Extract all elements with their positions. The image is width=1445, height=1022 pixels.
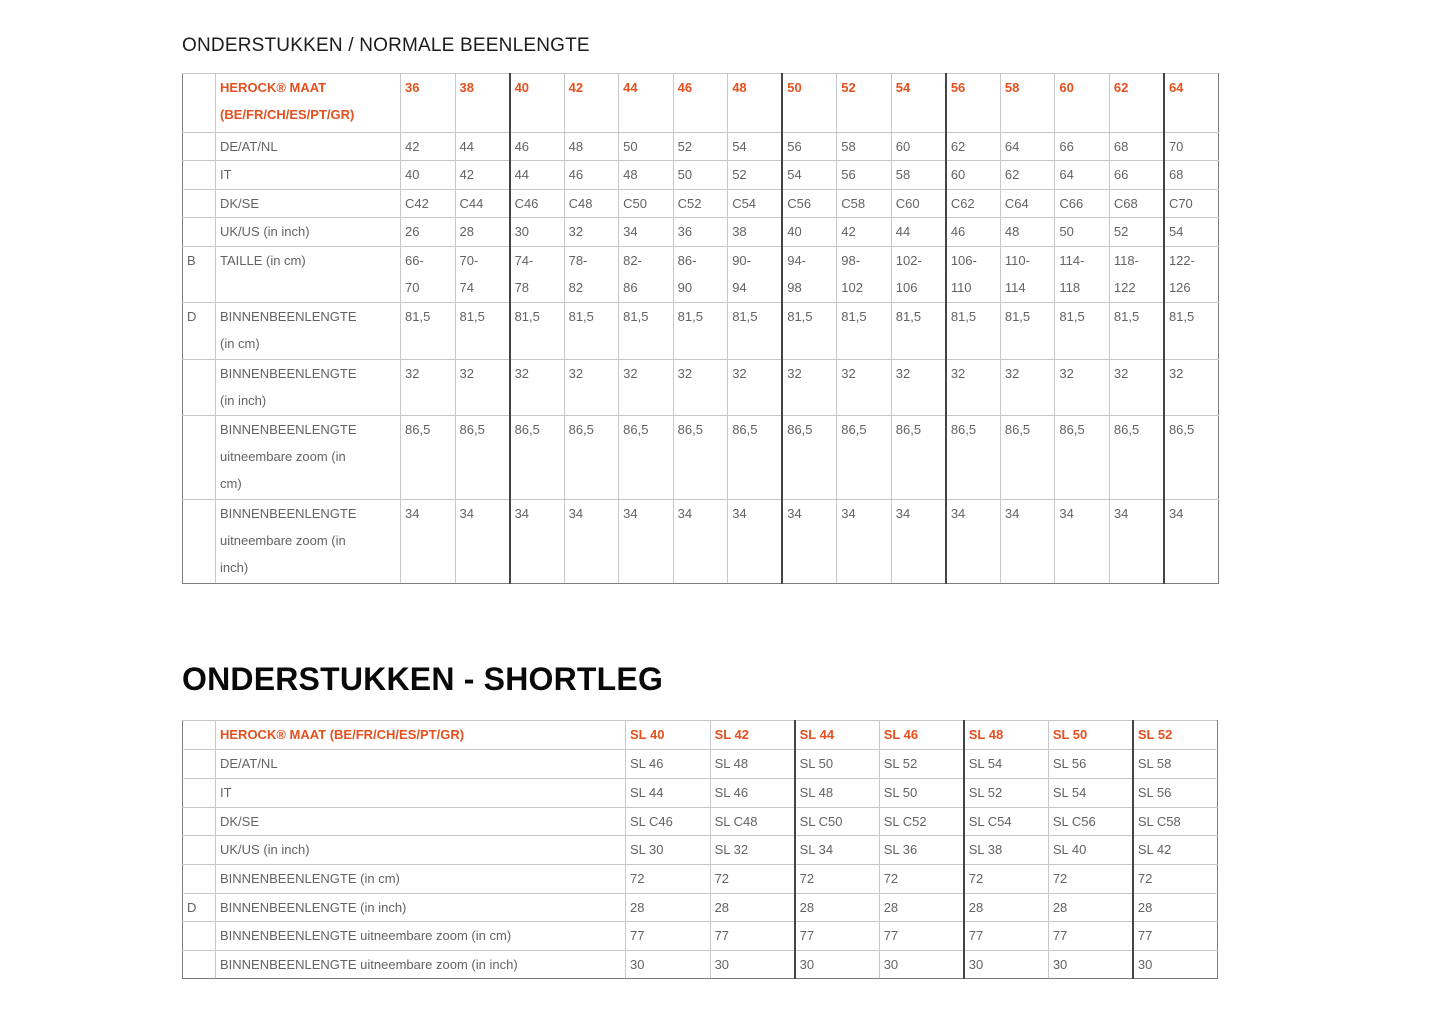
- value-cell: 34: [619, 218, 674, 247]
- value-cell: 34: [1055, 500, 1110, 584]
- value-cell: 94- 98: [782, 247, 837, 303]
- row-label-cell: BINNENBEENLENGTE uitneembare zoom (in cm): [216, 922, 626, 951]
- value-cell: 28: [879, 894, 964, 922]
- size-header-cell: 56: [946, 74, 1001, 133]
- value-cell: 44: [891, 218, 946, 247]
- value-cell: 81,5: [1109, 303, 1164, 360]
- value-cell: 28: [455, 218, 510, 247]
- value-cell: SL C56: [1048, 808, 1133, 836]
- value-cell: SL 56: [1133, 779, 1218, 808]
- marker-cell: B: [183, 247, 216, 303]
- value-cell: 34: [1109, 500, 1164, 584]
- value-cell: 54: [1164, 218, 1219, 247]
- value-cell: C58: [837, 190, 892, 218]
- value-cell: SL 50: [795, 750, 880, 779]
- value-cell: SL 56: [1048, 750, 1133, 779]
- value-cell: 32: [455, 360, 510, 416]
- marker-cell: [183, 360, 216, 416]
- size-header-cell: SL 46: [879, 721, 964, 750]
- value-cell: 32: [619, 360, 674, 416]
- value-cell: 66- 70: [401, 247, 456, 303]
- size-header-cell: 60: [1055, 74, 1110, 133]
- value-cell: 81,5: [891, 303, 946, 360]
- table-row: [183, 500, 1219, 584]
- row-label-cell: BINNENBEENLENGTE (in inch): [216, 894, 626, 922]
- value-cell: 68: [1164, 161, 1219, 190]
- value-cell: 64: [1000, 133, 1055, 161]
- table-row: [183, 922, 1218, 951]
- value-cell: 34: [619, 500, 674, 584]
- value-cell: SL C50: [795, 808, 880, 836]
- value-cell: 34: [782, 500, 837, 584]
- header-row: [183, 74, 1219, 133]
- value-cell: C56: [782, 190, 837, 218]
- normale-beenlengte-table: [182, 73, 1219, 584]
- table-row: [183, 303, 1219, 360]
- value-cell: 32: [1109, 360, 1164, 416]
- value-cell: SL 44: [626, 779, 711, 808]
- value-cell: 54: [728, 133, 783, 161]
- value-cell: 86,5: [673, 416, 728, 500]
- value-cell: 48: [564, 133, 619, 161]
- value-cell: 86,5: [401, 416, 456, 500]
- value-cell: SL 58: [1133, 750, 1218, 779]
- marker-cell: [183, 190, 216, 218]
- value-cell: 34: [510, 500, 565, 584]
- row-label-cell: DK/SE: [216, 808, 626, 836]
- value-cell: 28: [964, 894, 1049, 922]
- value-cell: 62: [1000, 161, 1055, 190]
- value-cell: 32: [564, 218, 619, 247]
- value-cell: 86,5: [1164, 416, 1219, 500]
- value-cell: SL 34: [795, 836, 880, 865]
- value-cell: 81,5: [1000, 303, 1055, 360]
- value-cell: 72: [1048, 865, 1133, 894]
- value-cell: 60: [946, 161, 1001, 190]
- value-cell: SL 46: [626, 750, 711, 779]
- value-cell: SL 32: [710, 836, 795, 865]
- table-row: [183, 161, 1219, 190]
- value-cell: 81,5: [619, 303, 674, 360]
- value-cell: 30: [510, 218, 565, 247]
- value-cell: 50: [619, 133, 674, 161]
- value-cell: 77: [626, 922, 711, 951]
- value-cell: 78- 82: [564, 247, 619, 303]
- size-header-cell: SL 52: [1133, 721, 1218, 750]
- value-cell: 30: [964, 951, 1049, 979]
- size-header-cell: SL 48: [964, 721, 1049, 750]
- value-cell: 118- 122: [1109, 247, 1164, 303]
- value-cell: 81,5: [455, 303, 510, 360]
- row-label-cell: BINNENBEENLENGTE uitneembare zoom (in inch): [216, 951, 626, 979]
- value-cell: SL C52: [879, 808, 964, 836]
- value-cell: 90- 94: [728, 247, 783, 303]
- value-cell: 72: [879, 865, 964, 894]
- value-cell: C62: [946, 190, 1001, 218]
- value-cell: 81,5: [564, 303, 619, 360]
- marker-cell: [183, 951, 216, 979]
- row-label-cell: TAILLE (in cm): [216, 247, 401, 303]
- value-cell: SL 36: [879, 836, 964, 865]
- value-cell: 86,5: [782, 416, 837, 500]
- value-cell: 28: [795, 894, 880, 922]
- value-cell: 32: [564, 360, 619, 416]
- value-cell: 30: [1133, 951, 1218, 979]
- size-header-cell: 58: [1000, 74, 1055, 133]
- value-cell: 77: [1133, 922, 1218, 951]
- value-cell: 48: [619, 161, 674, 190]
- value-cell: 72: [710, 865, 795, 894]
- value-cell: 70: [1164, 133, 1219, 161]
- value-cell: C64: [1000, 190, 1055, 218]
- value-cell: 81,5: [946, 303, 1001, 360]
- value-cell: SL 50: [879, 779, 964, 808]
- row-label-cell: BINNENBEENLENGTE uitneembare zoom (in cm): [216, 416, 401, 500]
- size-header-cell: 50: [782, 74, 837, 133]
- row-label-cell: UK/US (in inch): [216, 218, 401, 247]
- value-cell: 26: [401, 218, 456, 247]
- value-cell: SL 40: [1048, 836, 1133, 865]
- value-cell: 81,5: [782, 303, 837, 360]
- corner-cell: [183, 74, 216, 133]
- marker-cell: [183, 779, 216, 808]
- value-cell: 72: [1133, 865, 1218, 894]
- value-cell: 32: [946, 360, 1001, 416]
- value-cell: 46: [564, 161, 619, 190]
- value-cell: 81,5: [673, 303, 728, 360]
- value-cell: 32: [1164, 360, 1219, 416]
- value-cell: 86,5: [510, 416, 565, 500]
- table-row: [183, 808, 1218, 836]
- marker-cell: [183, 218, 216, 247]
- value-cell: 28: [1133, 894, 1218, 922]
- value-cell: 86,5: [455, 416, 510, 500]
- marker-cell: [183, 750, 216, 779]
- size-header-cell: 52: [837, 74, 892, 133]
- header-label-cell: HEROCK® MAAT (BE/FR/CH/ES/PT/GR): [216, 74, 401, 133]
- value-cell: 52: [728, 161, 783, 190]
- value-cell: C44: [455, 190, 510, 218]
- marker-cell: [183, 500, 216, 584]
- value-cell: 56: [837, 161, 892, 190]
- marker-cell: [183, 865, 216, 894]
- value-cell: 34: [673, 500, 728, 584]
- size-header-cell: 64: [1164, 74, 1219, 133]
- value-cell: SL 48: [710, 750, 795, 779]
- value-cell: SL C48: [710, 808, 795, 836]
- value-cell: 32: [1055, 360, 1110, 416]
- value-cell: SL 52: [964, 779, 1049, 808]
- value-cell: 86,5: [891, 416, 946, 500]
- value-cell: 28: [710, 894, 795, 922]
- table-row: [183, 133, 1219, 161]
- value-cell: 32: [510, 360, 565, 416]
- value-cell: 60: [891, 133, 946, 161]
- value-cell: 54: [782, 161, 837, 190]
- value-cell: 30: [1048, 951, 1133, 979]
- value-cell: 32: [673, 360, 728, 416]
- value-cell: SL 30: [626, 836, 711, 865]
- value-cell: 86,5: [946, 416, 1001, 500]
- value-cell: 36: [673, 218, 728, 247]
- value-cell: 42: [455, 161, 510, 190]
- value-cell: 114- 118: [1055, 247, 1110, 303]
- marker-cell: [183, 133, 216, 161]
- value-cell: 68: [1109, 133, 1164, 161]
- value-cell: 50: [673, 161, 728, 190]
- row-label-cell: DE/AT/NL: [216, 133, 401, 161]
- value-cell: 32: [891, 360, 946, 416]
- row-label-cell: IT: [216, 779, 626, 808]
- value-cell: SL 42: [1133, 836, 1218, 865]
- table-row: [183, 894, 1218, 922]
- shortleg-table: [182, 720, 1218, 979]
- value-cell: 86,5: [1055, 416, 1110, 500]
- row-label-cell: BINNENBEENLENGTE (in cm): [216, 865, 626, 894]
- value-cell: 122- 126: [1164, 247, 1219, 303]
- size-header-cell: SL 40: [626, 721, 711, 750]
- value-cell: 42: [837, 218, 892, 247]
- value-cell: C48: [564, 190, 619, 218]
- table-row: [183, 836, 1218, 865]
- size-header-cell: SL 50: [1048, 721, 1133, 750]
- value-cell: SL 46: [710, 779, 795, 808]
- table-row: [183, 750, 1218, 779]
- value-cell: 72: [964, 865, 1049, 894]
- value-cell: C54: [728, 190, 783, 218]
- table-row: [183, 416, 1219, 500]
- value-cell: 77: [1048, 922, 1133, 951]
- value-cell: 56: [782, 133, 837, 161]
- value-cell: 77: [795, 922, 880, 951]
- value-cell: SL C54: [964, 808, 1049, 836]
- value-cell: 34: [455, 500, 510, 584]
- value-cell: SL C58: [1133, 808, 1218, 836]
- size-header-cell: 46: [673, 74, 728, 133]
- size-header-cell: SL 44: [795, 721, 880, 750]
- value-cell: 34: [837, 500, 892, 584]
- value-cell: 72: [626, 865, 711, 894]
- table-row: [183, 951, 1218, 979]
- size-header-cell: 48: [728, 74, 783, 133]
- value-cell: C60: [891, 190, 946, 218]
- value-cell: 58: [891, 161, 946, 190]
- size-header-cell: 38: [455, 74, 510, 133]
- row-label-cell: DK/SE: [216, 190, 401, 218]
- table-row: [183, 779, 1218, 808]
- value-cell: 77: [879, 922, 964, 951]
- value-cell: 81,5: [1055, 303, 1110, 360]
- value-cell: 81,5: [401, 303, 456, 360]
- section1-title: ONDERSTUKKEN / NORMALE BEENLENGTE: [182, 35, 590, 56]
- value-cell: 98- 102: [837, 247, 892, 303]
- value-cell: SL C46: [626, 808, 711, 836]
- value-cell: 70- 74: [455, 247, 510, 303]
- row-label-cell: BINNENBEENLENGTE uitneembare zoom (in inch): [216, 500, 401, 584]
- value-cell: 46: [510, 133, 565, 161]
- value-cell: 102- 106: [891, 247, 946, 303]
- value-cell: 44: [510, 161, 565, 190]
- value-cell: 52: [1109, 218, 1164, 247]
- marker-cell: [183, 922, 216, 951]
- row-label-cell: BINNENBEENLENGTE (in inch): [216, 360, 401, 416]
- value-cell: 86,5: [837, 416, 892, 500]
- value-cell: 58: [837, 133, 892, 161]
- size-header-cell: 40: [510, 74, 565, 133]
- header-row: [183, 721, 1218, 750]
- value-cell: 40: [782, 218, 837, 247]
- value-cell: 34: [1164, 500, 1219, 584]
- value-cell: C70: [1164, 190, 1219, 218]
- value-cell: 62: [946, 133, 1001, 161]
- value-cell: 46: [946, 218, 1001, 247]
- value-cell: 32: [401, 360, 456, 416]
- value-cell: 28: [1048, 894, 1133, 922]
- value-cell: 30: [795, 951, 880, 979]
- value-cell: 110- 114: [1000, 247, 1055, 303]
- value-cell: 77: [964, 922, 1049, 951]
- value-cell: SL 48: [795, 779, 880, 808]
- table-row: [183, 865, 1218, 894]
- value-cell: SL 54: [1048, 779, 1133, 808]
- value-cell: C52: [673, 190, 728, 218]
- value-cell: SL 38: [964, 836, 1049, 865]
- row-label-cell: UK/US (in inch): [216, 836, 626, 865]
- marker-cell: [183, 836, 216, 865]
- value-cell: 34: [891, 500, 946, 584]
- value-cell: C68: [1109, 190, 1164, 218]
- value-cell: C42: [401, 190, 456, 218]
- value-cell: 86,5: [1000, 416, 1055, 500]
- value-cell: 77: [710, 922, 795, 951]
- marker-cell: D: [183, 894, 216, 922]
- value-cell: C46: [510, 190, 565, 218]
- value-cell: 52: [673, 133, 728, 161]
- value-cell: 86,5: [564, 416, 619, 500]
- size-header-cell: 62: [1109, 74, 1164, 133]
- value-cell: 34: [1000, 500, 1055, 584]
- value-cell: 32: [728, 360, 783, 416]
- row-label-cell: BINNENBEENLENGTE (in cm): [216, 303, 401, 360]
- value-cell: 30: [626, 951, 711, 979]
- value-cell: 82- 86: [619, 247, 674, 303]
- value-cell: 30: [710, 951, 795, 979]
- value-cell: 81,5: [510, 303, 565, 360]
- value-cell: C66: [1055, 190, 1110, 218]
- value-cell: 32: [837, 360, 892, 416]
- size-header-cell: 44: [619, 74, 674, 133]
- value-cell: 38: [728, 218, 783, 247]
- value-cell: 86,5: [1109, 416, 1164, 500]
- value-cell: 44: [455, 133, 510, 161]
- value-cell: 34: [564, 500, 619, 584]
- marker-cell: D: [183, 303, 216, 360]
- size-header-cell: 42: [564, 74, 619, 133]
- value-cell: 40: [401, 161, 456, 190]
- value-cell: 34: [401, 500, 456, 584]
- section2-title: ONDERSTUKKEN - SHORTLEG: [182, 661, 664, 697]
- value-cell: 72: [795, 865, 880, 894]
- marker-cell: [183, 416, 216, 500]
- value-cell: 42: [401, 133, 456, 161]
- value-cell: SL 54: [964, 750, 1049, 779]
- value-cell: 34: [728, 500, 783, 584]
- corner-cell: [183, 721, 216, 750]
- marker-cell: [183, 808, 216, 836]
- size-header-cell: 36: [401, 74, 456, 133]
- row-label-cell: IT: [216, 161, 401, 190]
- value-cell: 81,5: [1164, 303, 1219, 360]
- value-cell: 50: [1055, 218, 1110, 247]
- table-row: [183, 190, 1219, 218]
- value-cell: 66: [1109, 161, 1164, 190]
- value-cell: 86,5: [619, 416, 674, 500]
- value-cell: C50: [619, 190, 674, 218]
- value-cell: 86- 90: [673, 247, 728, 303]
- table-row: [183, 247, 1219, 303]
- value-cell: 66: [1055, 133, 1110, 161]
- value-cell: 48: [1000, 218, 1055, 247]
- size-header-cell: SL 42: [710, 721, 795, 750]
- value-cell: SL 52: [879, 750, 964, 779]
- value-cell: 81,5: [837, 303, 892, 360]
- table-row: [183, 218, 1219, 247]
- value-cell: 81,5: [728, 303, 783, 360]
- value-cell: 64: [1055, 161, 1110, 190]
- value-cell: 86,5: [728, 416, 783, 500]
- value-cell: 28: [626, 894, 711, 922]
- value-cell: 74- 78: [510, 247, 565, 303]
- header-label-cell: HEROCK® MAAT (BE/FR/CH/ES/PT/GR): [216, 721, 626, 750]
- marker-cell: [183, 161, 216, 190]
- value-cell: 32: [1000, 360, 1055, 416]
- row-label-cell: DE/AT/NL: [216, 750, 626, 779]
- value-cell: 30: [879, 951, 964, 979]
- table-row: [183, 360, 1219, 416]
- value-cell: 32: [782, 360, 837, 416]
- value-cell: 34: [946, 500, 1001, 584]
- value-cell: 106- 110: [946, 247, 1001, 303]
- size-header-cell: 54: [891, 74, 946, 133]
